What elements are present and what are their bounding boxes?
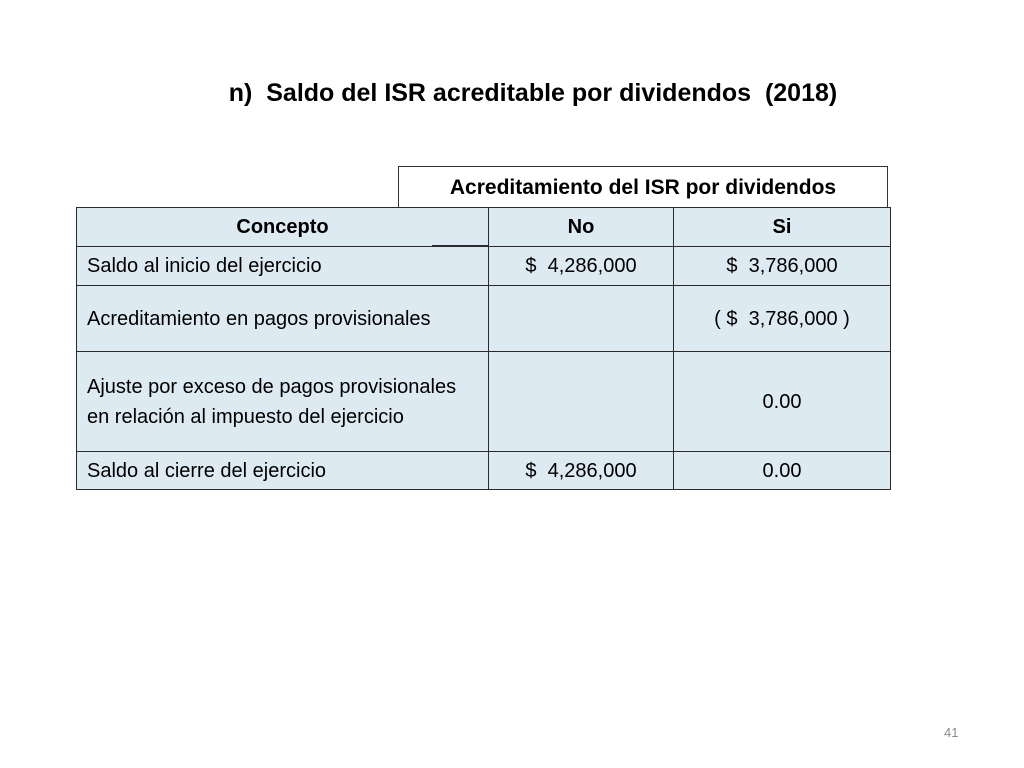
header-si: Si [674, 208, 891, 247]
table-row [77, 286, 891, 352]
row-no-value [489, 352, 674, 452]
table-row [77, 452, 891, 490]
row-concept: Acreditamiento en pagos provisionales [77, 286, 489, 352]
row-concept: Saldo al cierre del ejercicio [77, 452, 489, 490]
table-row [77, 352, 891, 452]
slide-title: n) Saldo del ISR acreditable por dividendos (2018) [228, 79, 838, 107]
page-number: 41 [944, 725, 959, 740]
row-si-value: $ 3,786,000 [674, 247, 891, 286]
dividend-credit-table [76, 207, 891, 490]
header-concepto: Concepto [77, 208, 489, 247]
table-header-row [77, 208, 891, 247]
row-concept: Ajuste por exceso de pagos provisionales en relación al impuesto del ejercicio [77, 352, 489, 452]
header-divider-line [432, 245, 488, 247]
table-caption: Acreditamiento del ISR por dividendos [398, 166, 888, 207]
row-no-value [489, 286, 674, 352]
row-si-value: ( $ 3,786,000 ) [674, 286, 891, 352]
row-si-value: 0.00 [674, 352, 891, 452]
row-no-value: $ 4,286,000 [489, 452, 674, 490]
table-row [77, 247, 891, 286]
row-si-value: 0.00 [674, 452, 891, 490]
row-no-value: $ 4,286,000 [489, 247, 674, 286]
row-concept: Saldo al inicio del ejercicio [77, 247, 489, 286]
header-no: No [489, 208, 674, 247]
